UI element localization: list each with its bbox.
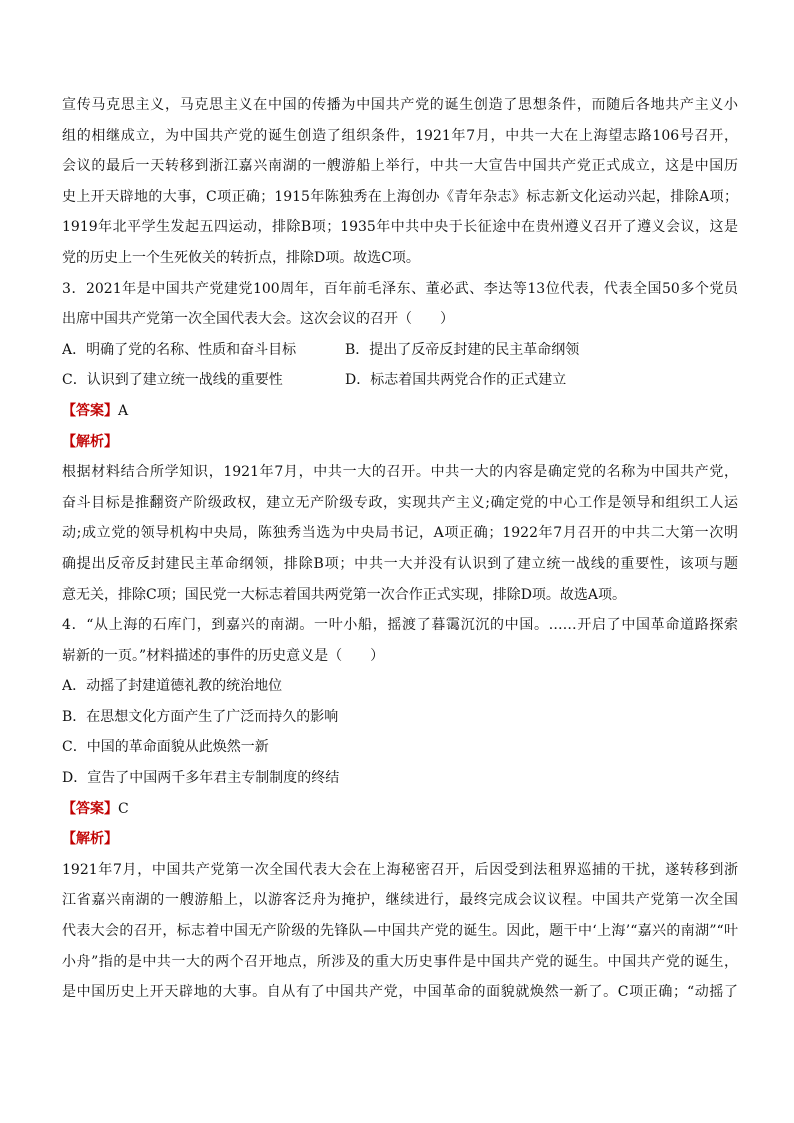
option-b: B．提出了反帝反封建的民主革命纲领 [345,341,580,358]
paragraph-line: 根据材料结合所学知识，1921年7月，中共一大的召开。中共一大的内容是确定党的名称为中国共产党， [62,464,738,481]
paragraph-line: 1921年7月，中国共产党第一次全国代表大会在上海秘密召开，后因受到法租界巡捕的干扰，遂转移到浙 [62,861,738,878]
option-d: D．宣告了中国两千多年君主专制制度的终结 [62,770,340,787]
answer-value: C [118,800,129,817]
paragraph-line: 小舟”指的是中共一大的两个召开地点，所涉及的重大历史事件是中国共产党的诞生。中国共产党的诞生， [62,953,738,970]
paragraph-line: 代表大会的召开，标志着中国无产阶级的先锋队—中国共产党的诞生。因此，题干中‘上海’“嘉兴的南湖”“叶 [62,923,738,940]
paragraph-line: 党的历史上一个生死攸关的转折点，排除D项。故选C项。 [62,249,420,266]
analysis-heading [62,427,738,458]
option-b: B．在思想文化方面产生了广泛而持久的影响 [62,708,339,725]
question-stem-line: 3．2021年是中国共产党建党100周年，百年前毛泽东、董必武、李达等13位代表，代表全国50多个党员 [62,280,738,297]
answer-line [62,794,738,825]
analysis-heading [62,824,738,855]
answer-line [62,396,738,427]
paragraph-line: 组的相继成立，为中国共产党的诞生创造了组织条件，1921年7月，中共一大在上海望志路106号召开， [62,127,738,144]
analysis-label: 【解析】 [62,433,118,450]
question-stem-line: 4．“从上海的石库门，到嘉兴的南湖。一叶小船，摇渡了暮霭沉沉的中国。……开启了中国革命道路探索 [62,617,738,634]
option-row [62,335,738,366]
option-c: C．中国的革命面貌从此焕然一新 [62,739,269,756]
paragraph-line: 宣传马克思主义，马克思主义在中国的传播为中国共产党的诞生创造了思想条件，而随后各地共产主义小 [62,97,738,113]
paragraph-line: 意无关，排除C项；国民党一大标志着国共两党第一次合作正式实现，排除D项。故选A项。 [62,586,627,603]
paragraph-line: 史上开天辟地的大事，C项正确；1915年陈独秀在上海创办《青年杂志》标志新文化运动兴起，排除A项； [62,188,738,205]
paragraph-line: 会议的最后一天转移到浙江嘉兴南湖的一艘游船上举行，中共一大宣告中国共产党正式成立，这是中国历 [62,158,738,175]
question-stem-line: 崭新的一页。”材料描述的事件的历史意义是（ ） [62,647,385,664]
paragraph-line: 是中国历史上开天辟地的大事。自从有了中国共产党，中国革命的面貌就焕然一新了。C项正确；“动摇了 [62,984,738,1001]
question-stem-line: 出席中国共产党第一次全国代表大会。这次会议的召开（ ） [62,311,454,328]
paragraph-line: 确提出反帝反封建民主革命纲领，排除B项；中共一大并没有认识到了建立统一战线的重要性，该项与题 [62,555,738,572]
option-d: D．标志着国共两党合作的正式建立 [345,372,567,389]
paragraph-line: 1919年北平学生发起五四运动，排除B项；1935年中共中央于长征途中在贵州遵义召开了遵义会议，这是 [62,219,738,236]
paragraph-line: 奋斗目标是推翻资产阶级政权，建立无产阶级专政，实现共产主义;确定党的中心工作是领导和组织工人运 [62,494,738,511]
option-a: A．动摇了封建道德礼教的统治地位 [62,678,283,695]
q2-analysis-continued [62,90,738,274]
answer-value: A [118,402,129,419]
page-content [62,90,738,1008]
question-4 [62,610,738,1008]
option-a: A．明确了党的名称、性质和奋斗目标 [62,341,297,358]
question-3 [62,274,738,611]
paragraph-line: 动;成立党的领导机构中央局，陈独秀当选为中央局书记，A项正确；1922年7月召开的中共二大第一次明 [62,525,738,542]
paragraph-line: 江省嘉兴南湖的一艘游船上，以游客泛舟为掩护，继续进行，最终完成会议议程。中国共产党第一次全国 [62,892,738,909]
option-row [62,365,738,396]
analysis-label: 【解析】 [62,831,118,848]
answer-label: 【答案】 [62,402,118,419]
option-c: C．认识到了建立统一战线的重要性 [62,372,283,389]
answer-label: 【答案】 [62,800,118,817]
